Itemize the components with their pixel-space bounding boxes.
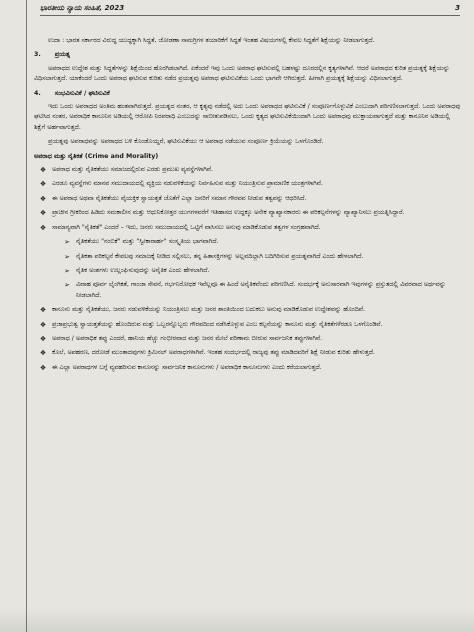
- section-title: ಪ್ರಯತ್ನ: [54, 51, 71, 59]
- list-item: [34, 223, 462, 233]
- list-item: [34, 363, 462, 373]
- list-item-text: ಎರಡೂ ವ್ಯವಸ್ಥೆಗಳು ಮಾನವ ಸಮುದಾಯದಲ್ಲಿ ವ್ಯಕ್ತಿಯ ನಡುವಳಿಕೆಯನ್ನು ನಿರ್ವಹಿಸುವ ಮತ್ತು ನಿಯಂತ್ರಿಸುವ ಪ್ರಾಮಾಣಿಕ ಯಂತ್ರಗಳಾಗಿವೆ.: [52, 180, 323, 188]
- list-item-text: ಕೊಲೆ, ಅಪಹರಣ, ದರೋಡೆ ಮುಂತಾದವುಗಳು ಕ್ರಿಮಿನಲ್ ಅಪರಾಧಗಳಾಗಿವೆ. ಇಂತಹ ಸಂದರ್ಭದಲ್ಲಿ ರಾಜ್ಯವು ತಪ್ಪು ಮಾಡಿದವರಿಗೆ ಶಿಕ್ಷೆ ನೀಡುವ ಕುರಿತು ಹೇಳುತ್ತದೆ.: [52, 349, 375, 357]
- section-title: ಸಂಭವಿಸುವಿಕೆ / ಘಟಿಸುವಿಕೆ: [54, 89, 110, 97]
- list-item-text: ಅಪರಾಧ ಮತ್ತು ನೈತಿಕತೆಯು ಸಮಾಜದಲ್ಲಿರುವ ಎರಡು ಪ್ರಮುಖ ವ್ಯವಸ್ಥೆಗಳಾಗಿವೆ.: [52, 166, 214, 174]
- bullet-icon: ❖: [39, 180, 47, 189]
- arrow-bullet-icon: ➢: [64, 266, 70, 275]
- list-item-text: ಪ್ರಾಚೀನ ಗ್ರೀಕರಿಂದ ಹಿಡಿದು ಸಮಕಾಲೀನ ಮತ್ತು ಆಧುನಿಕೋತ್ತರ ಯುಗಗಳವರೆಗೆ ಇತಿಹಾಸದ ಉದ್ದಕ್ಕೂ ಅನೇಕ ವ್ಯಾಖ್ಯಾನಕಾರರು ಈ ಪರಿಕಲ್ಪನೆಗಳನ್ನು ವ್ಯಾಖ್ಯಾನಿಸಲು ಪ್ರಯತ್ನಿಸಿದ್ದಾರೆ.: [52, 209, 405, 217]
- sub-list-item-text: ನೈತಿಕ ಅಂಶಗಳು ಉಲ್ಲಂಘಿಸುವುದನ್ನು ಅನೈತಿಕ ಎಂದು ಹೇಳಲಾಗಿದೆ.: [76, 266, 210, 274]
- sub-list-item: [34, 266, 462, 276]
- section-heading: [34, 50, 462, 60]
- list-item-text: ಅಪರಾಧ / ಅಪರಾಧಿಕ ತಪ್ಪು ಎಂದರೆ, ಹಾನಿಯ ಹೆಚ್ಚು ಗಂಭೀರವಾದ ಮತ್ತು ಜನರ ಮೇಲೆ ಪರಿಣಾಮ ಬೀರುವ ಸಾರ್ವಜನಿಕ ತಪ್ಪುಗಳಾಗಿವೆ.: [52, 334, 323, 342]
- bullet-icon: ❖: [39, 209, 47, 218]
- list-item: [34, 305, 462, 315]
- bullet-icon: ❖: [39, 166, 47, 175]
- list-item: [34, 348, 462, 358]
- section-number: 4.: [34, 89, 41, 97]
- list-item: [34, 194, 462, 204]
- list-item-text: ಈ ಎಲ್ಲಾ ಅಪರಾಧಗಳ ಬಗ್ಗೆ ವ್ಯವಹರಿಸುವ ಕಾನೂನನ್ನು ಸಾರ್ವಜನಿಕ ಕಾನೂನುಗಳು / ಅಪರಾಧಿಕ ಕಾನೂನುಗಳು ಎಂದು ಕರೆಯಲಾಗುತ್ತದೆ.: [52, 363, 322, 371]
- list-item-text: ಈ ಅಪರಾಧ ಅಥವಾ ನೈತಿಕತೆಯು ವೈಯಕ್ತಿಕ ಸ್ವಾಯತ್ತತೆ ಜೊತೆಗೆ ಎಲ್ಲಾ ಜನರಿಗೆ ಸಮಾನ ಗೌರವವ ನೀಡುವ ತತ್ವವನ್ನು ಆಧರಿಸಿದೆ.: [52, 194, 307, 202]
- arrow-bullet-icon: ➢: [64, 281, 70, 290]
- list-item-text: ಪ್ರಜಾಪ್ರಭುತ್ವ ಸ್ವಾಯತ್ತತೆಯನ್ನು ಹೊಂದಿರುವ ಮತ್ತು ಒಬ್ಬರನ್ನೊಬ್ಬರು ಗೌರವದಿಂದ ನಡೆಸಿಕೊಳ್ಳುವ ಎಂಬ ಕಲ್ಪನೆಯನ್ನು ಕಾನೂನು ಮತ್ತು ನೈತಿಕತೆಗಳೆರಡೂ ಒಳಗೊಂಡಿವೆ.: [52, 320, 383, 328]
- sub-list-item: [34, 280, 462, 301]
- example-paragraph: ಉದಾ : ಭಾರತ ಸರ್ಕಾರದ ವಿರುದ್ಧ ಯುದ್ಧಕ್ಕಾಗಿ ಸಿದ್ಧತೆ, ಜೋಡಣಾ ಸಾಮಗ್ರಿಗಳ ತಯಾರಿಕೆಗೆ ಸಿದ್ಧತೆ ಇಂತಹ ವಿಷಯಗಳಲ್ಲಿ ಕೇವಲ ಸಿದ್ಧತೆಗೆ ಶಿಕ್ಷೆಯನ್ನು ನೀಡಲಾಗುತ್ತದೆ.: [48, 37, 375, 44]
- body-paragraph: ಇದು ಒಂದು ಅಪರಾಧದ ಅಂತಿಮ ಹಂತವಾಗಿರುತ್ತದೆ. ಪ್ರಯತ್ನದ ನಂತರ, ಆ ಕೃತ್ಯವು ನಡೆದಲ್ಲಿ ಅದು ಒಂದು ಅಪರಾಧದ ಘಟಿಸುವಿಕೆ / ಸಂಪೂರ್ಣಗೊಳ್ಳುವಿಕೆ ಎಂಬುದಾಗಿ ಪರಿಗಣಿಸಲಾಗುತ್ತದೆ. ಒಂದು ಅಪರಾಧವು ಘಟಿಸಿದ ನಂತರ, ಅಪರಾಧಿಕ ಕಾನೂನಿನ ಅಡಿಯಲ್ಲಿ ಆರೋಪಿ ನಿರಪರಾಧಿ ಎಂಬುದನ್ನು ಸಾಬೀತುಪಡಿಸಲು, ಒಂದು ಕೃತ್ಯದ ಘಟಿಸುವಿಕೆಯಿಂದಾಗಿ ಒಂದು ಅಪರಾಧವು ಮುಕ್ತಾಯವಾಗುತ್ತದೆ ಮತ್ತು ಕಾನೂನಿನ ಅಡಿಯಲ್ಲಿ ಶಿಕ್ಷೆಗೆ ಅರ್ಹವಾಗುತ್ತದೆ.: [34, 103, 461, 131]
- list-item-text: ಸಾಮಾನ್ಯವಾಗಿ "ನೈತಿಕತೆ" ಎಂದರೆ – ಇದು, ಜನರು ಸಮುದಾಯದಲ್ಲಿ ಒಟ್ಟಿಗೆ ವಾಸಿಸಲು ಅನುವು ಮಾಡಿಕೊಡುವ ತತ್ವಗಳ ಸಂಗ್ರಹವಾಗಿದೆ.: [52, 223, 321, 231]
- sub-list-item-text: ವಿವಾಹ ಪೂರ್ವ ಲೈಂಗಿಕತೆ, ಗಾಂಜಾ ಸೇವನೆ, ಗರ್ಭನಿರೋಧಕ ಇವೆಲ್ಲವೂ ಈ ಹಿಂದೆ ಅನೈತಿಕವೆಂದು ಪರಿಗಣಿಸಿದೆ. ಸಂದರ್ಭಕ್ಕೆ ಅನುಸಾರವಾಗಿ ಇವುಗಳನ್ನು ಪ್ರಸ್ತುತದಲ್ಲಿ ವಿವರವಾದ ಅರ್ಥವನ್ನು ನೀಡಲಾಗಿದೆ.: [76, 281, 446, 299]
- sub-list-item: [34, 237, 462, 247]
- bullet-icon: ❖: [39, 349, 47, 358]
- list-item: [34, 165, 462, 175]
- body-paragraph: ಅಪರಾಧದ ಉದ್ದೇಶ ಮತ್ತು ಸಿದ್ಧತೆಗಳನ್ನು ಶಿಕ್ಷೆಯಿಂದ ಹೊರಗಿಡಲಾಗಿದೆ. ಏಕೆಂದರೆ ಇವು ಒಂದು ಅಪರಾಧ ಘಟಿಸುವಲ್ಲಿ ಬಹಳಷ್ಟು ದೂರದಲ್ಲಿನ ಕೃತ್ಯಗಳಾಗಿವೆ. ಆದರೆ ಅಪರಾಧದ ಕುರಿತ ಪ್ರಯತ್ನಕ್ಕೆ ಶಿಕ್ಷೆಯನ್ನು ವಿಧಿಸಲಾಗುತ್ತದೆ. ಯಾಕೆಂದರೆ ಒಂದು ಅಪರಾಧ ಘಟಿಸುವ ಕುರಿತು ನಡೆದ ಪ್ರಯತ್ನವು ಅಪರಾಧ ಘಟಿಸುವಿಕೆಯ ಒಂದು ಭಾಗವೇ ಆಗಿರುತ್ತದೆ. ಹೀಗಾಗಿ ಪ್ರಯತ್ನಕ್ಕೆ ಶಿಕ್ಷೆಯನ್ನು ವಿಧಿಸಲಾಗುತ್ತದೆ.: [34, 64, 450, 83]
- sub-list-item-text: ನೈತಿಕತಾ ಪರಿಕಲ್ಪನೆ ಕೇವಲವು ಸಮಾಜಕ್ಕೆ ನೀಡಿದ ಸಲ್ಲಿಸಲು, ತನ್ನ ಹಿತಾಸಕ್ತಿಗಳನ್ನು ಅಲ್ಲವದಿಲ್ಲಾಗಿ ಬದಿಗಿರಿಸುವ ಪ್ರಯತ್ನವಾಗಿದೆ ಎಂದು ಹೇಳಲಾಗಿದೆ.: [76, 252, 364, 260]
- list-item: [34, 320, 462, 330]
- list-item: [34, 179, 462, 189]
- list-item-text: ಕಾನೂನು ಮತ್ತು ನೈತಿಕತೆಯು, ಜನರು ನಡುವಳಿಕೆಯನ್ನು ನಿಯಂತ್ರಿಸಲು ಮತ್ತು ಜನರ ಶಾಂತಿಯಿಂದ ಬದುಕಲು ಅನುವು ಮಾಡಿಕೊಡುವ ಉದ್ದೇಶವನ್ನು ಹೊಂದಿವೆ.: [52, 306, 366, 314]
- list-item: [34, 334, 462, 344]
- page-content: [34, 36, 462, 377]
- page-number: 3: [455, 4, 460, 12]
- section-number: 3.: [34, 51, 41, 59]
- crime-morality-heading: ಅಪರಾಧ ಮತ್ತು ನೈತಿಕತೆ (Crime and Morality): [34, 152, 159, 160]
- bullet-icon: ❖: [39, 194, 47, 203]
- sub-list-item: [34, 252, 462, 262]
- scan-shadow: [0, 608, 474, 632]
- sub-list-item-text: ನೈತಿಕತೆಯು "ನಂಬಿಕೆ" ಮತ್ತು "ಸ್ವೀಕಾರಾರ್ಹ" ಸಂಸ್ಕೃತಿಯ ಭಾಗವಾಗಿದೆ.: [76, 238, 219, 246]
- header-title: ಭಾರತೀಯ ನ್ಯಾಯ ಸಂಹಿತೆ, 2023: [40, 4, 125, 12]
- page-header: [40, 4, 460, 16]
- list-item: [34, 208, 462, 218]
- body-paragraph: ಪ್ರಯತ್ನವು ಅಪರಾಧವನ್ನು ಅಪರಾಧದ ಬಳಿ ಕೊಂಡೊಯ್ದರೆ, ಘಟಿಸುವಿಕೆಯು ಆ ಅಪರಾಧ ನಡೆಯುವ ಸಂಪೂರ್ಣ ಕ್ರಿಯೆಯನ್ನು ಒಳಗೊಂಡಿದೆ.: [48, 138, 324, 146]
- bullet-icon: ❖: [39, 363, 47, 372]
- bullet-icon: ❖: [39, 306, 47, 315]
- bullet-icon: ❖: [39, 223, 47, 232]
- bullet-icon: ❖: [39, 320, 47, 329]
- margin-rule: [26, 0, 27, 632]
- section-heading: [34, 89, 462, 99]
- arrow-bullet-icon: ➢: [64, 252, 70, 261]
- arrow-bullet-icon: ➢: [64, 238, 70, 247]
- bullet-icon: ❖: [39, 334, 47, 343]
